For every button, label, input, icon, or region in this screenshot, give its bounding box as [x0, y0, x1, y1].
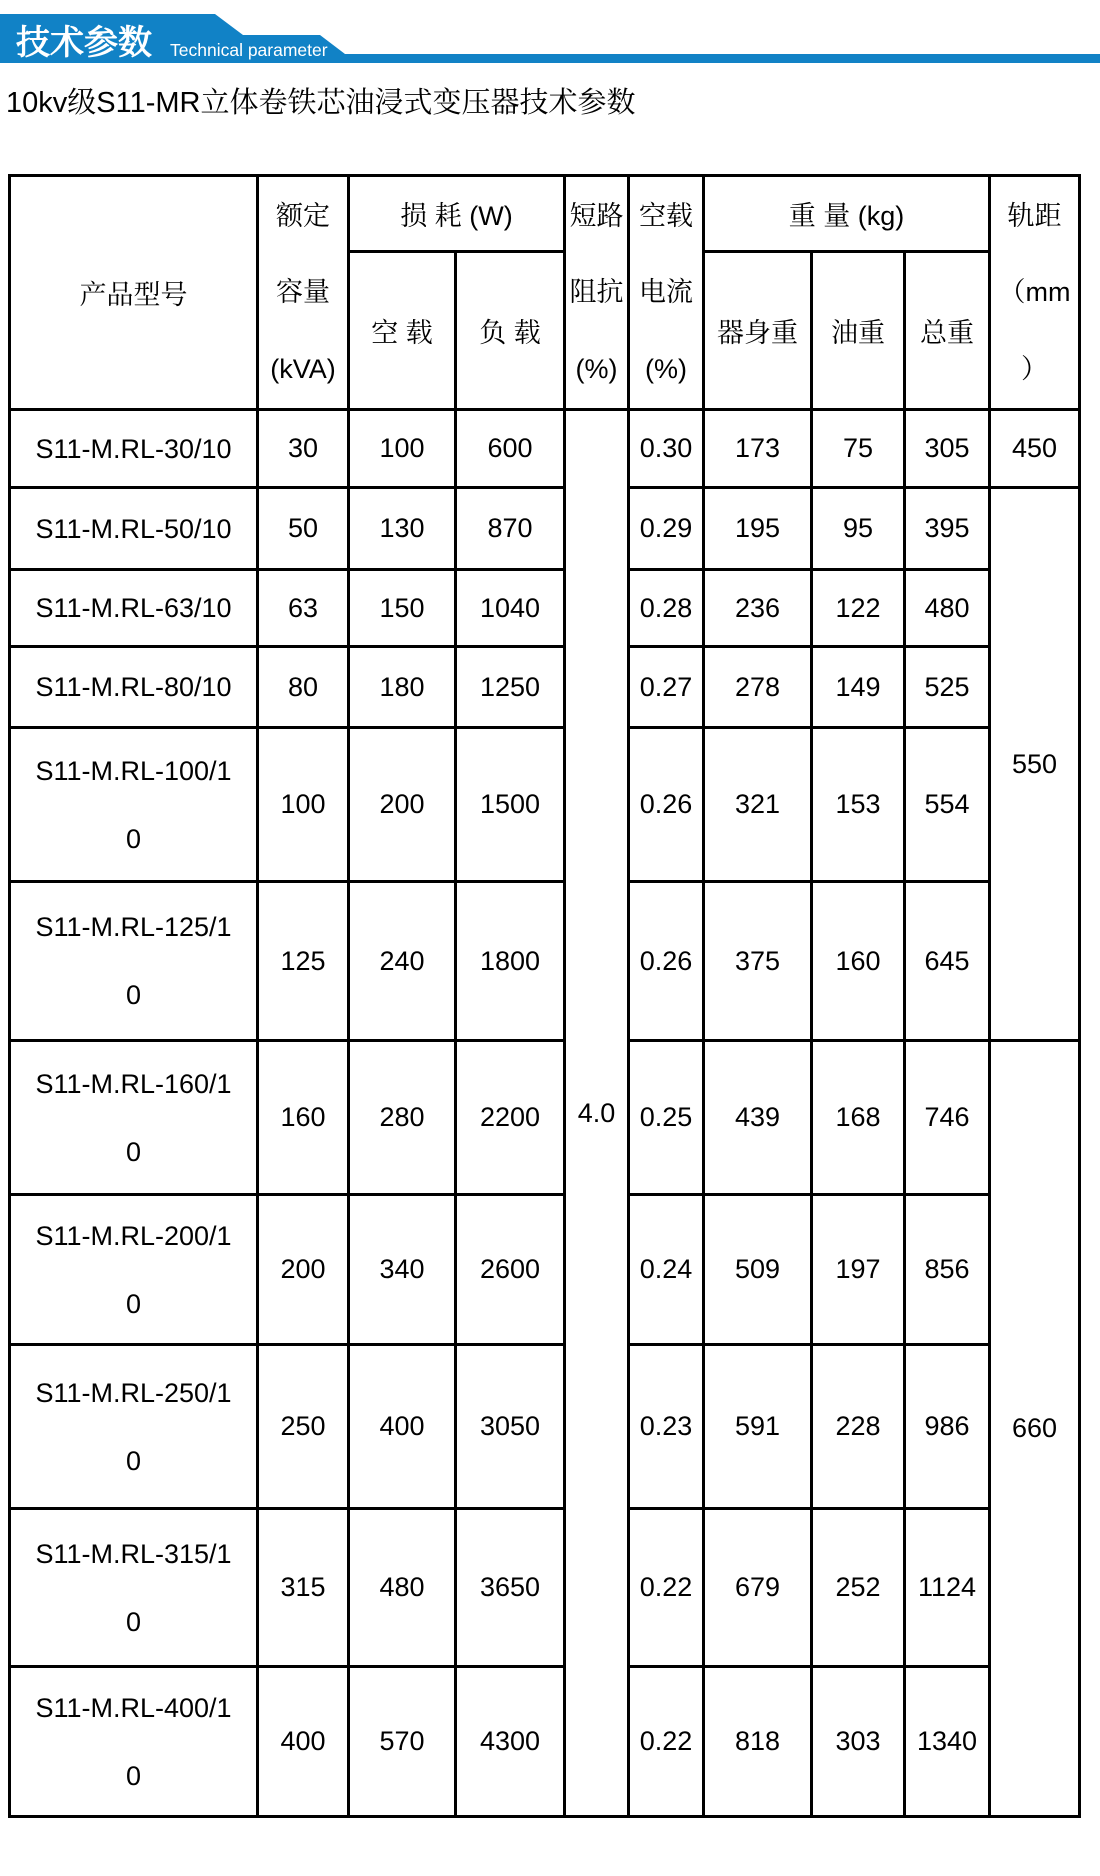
cell-oil-weight: 303 [812, 1667, 905, 1817]
cell-body-weight: 375 [704, 882, 812, 1041]
page-title: 10kv级S11-MR立体卷铁芯油浸式变压器技术参数 [6, 87, 636, 119]
cell-gauge: 450 [990, 410, 1080, 488]
table-row [10, 647, 1080, 728]
cell-noload-current: 0.22 [629, 1509, 704, 1667]
cell-oil-weight: 149 [812, 647, 905, 728]
header-loss-group: 损 耗 (W) [349, 176, 565, 252]
header-total-weight: 总重 [905, 252, 990, 410]
cell-noload-loss: 200 [349, 728, 456, 882]
cell-body-weight: 321 [704, 728, 812, 882]
cell-load-loss: 1250 [456, 647, 565, 728]
cell-model: S11-M.RL-50/10 [10, 488, 258, 570]
cell-body-weight: 236 [704, 570, 812, 647]
cell-load-loss: 3650 [456, 1509, 565, 1667]
header-impedance: 短路 阻抗 (%) [565, 176, 629, 410]
table-row [10, 1509, 1080, 1667]
cell-total-weight: 1124 [905, 1509, 990, 1667]
header-body-weight: 器身重 [704, 252, 812, 410]
header-capacity: 额定 容量 (kVA) [258, 176, 349, 410]
cell-gauge: 660 [990, 1041, 1080, 1817]
cell-model: S11-M.RL-160/10 [10, 1041, 258, 1195]
table-row [10, 1195, 1080, 1345]
cell-capacity: 125 [258, 882, 349, 1041]
banner-ribbon-shape [0, 14, 1100, 63]
cell-capacity: 200 [258, 1195, 349, 1345]
header-noload-current: 空载 电流 (%) [629, 176, 704, 410]
header-load-loss: 负 载 [456, 252, 565, 410]
header-gauge: 轨距 （mm ） [990, 176, 1080, 410]
cell-oil-weight: 75 [812, 410, 905, 488]
cell-noload-current: 0.29 [629, 488, 704, 570]
cell-noload-loss: 280 [349, 1041, 456, 1195]
cell-capacity: 30 [258, 410, 349, 488]
cell-gauge: 550 [990, 488, 1080, 1041]
cell-load-loss: 2600 [456, 1195, 565, 1345]
cell-body-weight: 509 [704, 1195, 812, 1345]
spec-table [8, 174, 1081, 1818]
cell-noload-loss: 400 [349, 1345, 456, 1509]
cell-total-weight: 305 [905, 410, 990, 488]
cell-body-weight: 818 [704, 1667, 812, 1817]
cell-noload-current: 0.26 [629, 882, 704, 1041]
table-row [10, 1667, 1080, 1817]
table-row [10, 882, 1080, 1041]
header-model: 产品型号 [10, 176, 258, 410]
cell-model: S11-M.RL-200/10 [10, 1195, 258, 1345]
header-noload-loss: 空 载 [349, 252, 456, 410]
cell-oil-weight: 95 [812, 488, 905, 570]
cell-load-loss: 3050 [456, 1345, 565, 1509]
banner-title-cn: 技术参数 [16, 24, 152, 62]
cell-total-weight: 746 [905, 1041, 990, 1195]
cell-body-weight: 439 [704, 1041, 812, 1195]
cell-oil-weight: 252 [812, 1509, 905, 1667]
cell-model: S11-M.RL-400/10 [10, 1667, 258, 1817]
table-body [10, 410, 1080, 1817]
header-oil-weight: 油重 [812, 252, 905, 410]
cell-model: S11-M.RL-63/10 [10, 570, 258, 647]
cell-body-weight: 278 [704, 647, 812, 728]
cell-body-weight: 591 [704, 1345, 812, 1509]
table-row [10, 1345, 1080, 1509]
cell-noload-loss: 570 [349, 1667, 456, 1817]
cell-model: S11-M.RL-30/10 [10, 410, 258, 488]
cell-load-loss: 870 [456, 488, 565, 570]
header-weight-group: 重 量 (kg) [704, 176, 990, 252]
cell-model: S11-M.RL-125/10 [10, 882, 258, 1041]
cell-capacity: 100 [258, 728, 349, 882]
cell-load-loss: 600 [456, 410, 565, 488]
cell-total-weight: 856 [905, 1195, 990, 1345]
cell-oil-weight: 160 [812, 882, 905, 1041]
cell-total-weight: 525 [905, 647, 990, 728]
cell-noload-loss: 480 [349, 1509, 456, 1667]
cell-noload-loss: 100 [349, 410, 456, 488]
table-row [10, 570, 1080, 647]
cell-capacity: 63 [258, 570, 349, 647]
cell-noload-current: 0.22 [629, 1667, 704, 1817]
cell-noload-current: 0.24 [629, 1195, 704, 1345]
cell-total-weight: 1340 [905, 1667, 990, 1817]
cell-load-loss: 2200 [456, 1041, 565, 1195]
cell-capacity: 250 [258, 1345, 349, 1509]
cell-load-loss: 1800 [456, 882, 565, 1041]
cell-total-weight: 645 [905, 882, 990, 1041]
cell-capacity: 80 [258, 647, 349, 728]
table-row [10, 410, 1080, 488]
section-banner [0, 0, 1100, 70]
cell-total-weight: 554 [905, 728, 990, 882]
cell-model: S11-M.RL-315/10 [10, 1509, 258, 1667]
cell-impedance: 4.0 [565, 410, 629, 1817]
cell-oil-weight: 197 [812, 1195, 905, 1345]
cell-noload-loss: 150 [349, 570, 456, 647]
table-row [10, 488, 1080, 570]
cell-noload-current: 0.25 [629, 1041, 704, 1195]
banner-title-en: Technical parameter [170, 40, 328, 60]
cell-body-weight: 679 [704, 1509, 812, 1667]
table-header [10, 176, 1080, 410]
table-row [10, 1041, 1080, 1195]
cell-model: S11-M.RL-250/10 [10, 1345, 258, 1509]
cell-total-weight: 395 [905, 488, 990, 570]
cell-noload-current: 0.27 [629, 647, 704, 728]
header-row-1 [10, 176, 1080, 252]
cell-noload-loss: 130 [349, 488, 456, 570]
cell-capacity: 160 [258, 1041, 349, 1195]
cell-oil-weight: 168 [812, 1041, 905, 1195]
cell-load-loss: 4300 [456, 1667, 565, 1817]
cell-total-weight: 480 [905, 570, 990, 647]
cell-load-loss: 1500 [456, 728, 565, 882]
cell-model: S11-M.RL-80/10 [10, 647, 258, 728]
cell-body-weight: 173 [704, 410, 812, 488]
cell-capacity: 315 [258, 1509, 349, 1667]
cell-noload-current: 0.26 [629, 728, 704, 882]
cell-oil-weight: 228 [812, 1345, 905, 1509]
cell-noload-current: 0.30 [629, 410, 704, 488]
cell-noload-loss: 340 [349, 1195, 456, 1345]
cell-body-weight: 195 [704, 488, 812, 570]
cell-oil-weight: 122 [812, 570, 905, 647]
cell-noload-current: 0.28 [629, 570, 704, 647]
cell-load-loss: 1040 [456, 570, 565, 647]
cell-total-weight: 986 [905, 1345, 990, 1509]
cell-capacity: 50 [258, 488, 349, 570]
cell-noload-loss: 180 [349, 647, 456, 728]
cell-noload-current: 0.23 [629, 1345, 704, 1509]
cell-noload-loss: 240 [349, 882, 456, 1041]
table-row [10, 728, 1080, 882]
cell-model: S11-M.RL-100/10 [10, 728, 258, 882]
cell-oil-weight: 153 [812, 728, 905, 882]
cell-capacity: 400 [258, 1667, 349, 1817]
